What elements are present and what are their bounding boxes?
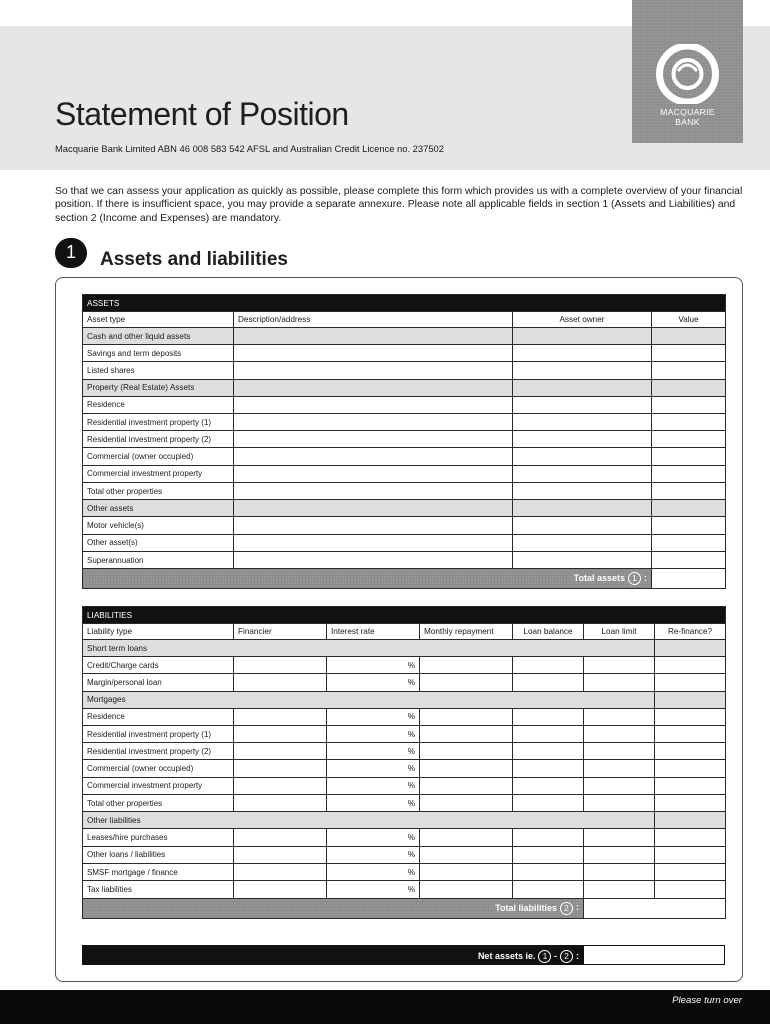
balance-field[interactable] — [513, 725, 584, 742]
interest-rate-field[interactable]: % — [327, 863, 420, 880]
limit-field[interactable] — [584, 657, 655, 674]
financier-field[interactable] — [234, 863, 327, 880]
group-other-assets: Other assets — [83, 500, 234, 517]
total-liabilities-number: 2 — [560, 902, 573, 915]
owner-field[interactable] — [513, 448, 652, 465]
col-monthly-repayment: Monthly repayment — [420, 624, 513, 640]
table-row — [83, 362, 726, 379]
limit-field[interactable] — [584, 674, 655, 691]
desc-field[interactable] — [234, 448, 513, 465]
row-label: Tax liabilities — [83, 881, 234, 898]
desc-field[interactable] — [234, 396, 513, 413]
table-row — [83, 760, 726, 777]
monthly-field[interactable] — [420, 881, 513, 898]
row-label: Residential investment property (1) — [83, 413, 234, 430]
monthly-field[interactable] — [420, 760, 513, 777]
row-label: Other asset(s) — [83, 534, 234, 551]
table-row — [83, 517, 726, 534]
group-property: Property (Real Estate) Assets — [83, 379, 234, 396]
owner-field[interactable] — [513, 517, 652, 534]
col-value: Value — [652, 312, 726, 328]
value-field[interactable] — [652, 483, 726, 500]
row-label: Residential investment property (2) — [83, 431, 234, 448]
row-label: Commercial investment property — [83, 465, 234, 482]
net-assets-text: Net assets ie. — [477, 951, 536, 961]
interest-rate-field[interactable]: % — [327, 777, 420, 794]
row-label: Commercial investment property — [83, 777, 234, 794]
monthly-field[interactable] — [420, 777, 513, 794]
group-other-liabilities: Other liabilities — [83, 812, 655, 829]
group-mortgages: Mortgages — [83, 691, 655, 708]
balance-field[interactable] — [513, 795, 584, 812]
total-liabilities-text: Total liabilities — [495, 902, 557, 913]
owner-field[interactable] — [513, 413, 652, 430]
table-row — [83, 551, 726, 568]
owner-field[interactable] — [513, 362, 652, 379]
table-row — [83, 743, 726, 760]
row-label: Commercial (owner occupied) — [83, 448, 234, 465]
row-label: Total other properties — [83, 483, 234, 500]
table-row — [83, 396, 726, 413]
table-row — [83, 448, 726, 465]
table-row — [83, 413, 726, 430]
financier-field[interactable] — [234, 795, 327, 812]
interest-rate-field[interactable]: % — [327, 743, 420, 760]
row-label: Listed shares — [83, 362, 234, 379]
financier-field[interactable] — [234, 777, 327, 794]
col-loan-limit: Loan limit — [584, 624, 655, 640]
logo-word-macquarie: MACQUARIE — [660, 107, 715, 117]
refinance-field[interactable] — [655, 725, 726, 742]
col-asset-type: Asset type — [83, 312, 234, 328]
interest-rate-field[interactable]: % — [327, 708, 420, 725]
monthly-field[interactable] — [420, 743, 513, 760]
refinance-field[interactable] — [655, 777, 726, 794]
col-interest-rate: Interest rate — [327, 624, 420, 640]
desc-field[interactable] — [234, 413, 513, 430]
value-field[interactable] — [652, 448, 726, 465]
refinance-field[interactable] — [655, 846, 726, 863]
desc-field[interactable] — [234, 534, 513, 551]
row-label: Other loans / liabilities — [83, 846, 234, 863]
monthly-field[interactable] — [420, 846, 513, 863]
desc-field[interactable] — [234, 362, 513, 379]
row-label: Residential investment property (1) — [83, 725, 234, 742]
refinance-field[interactable] — [655, 743, 726, 760]
col-refinance: Re-finance? — [655, 624, 726, 640]
value-field[interactable] — [652, 396, 726, 413]
value-field[interactable] — [652, 517, 726, 534]
value-field[interactable] — [652, 362, 726, 379]
interest-rate-field[interactable]: % — [327, 846, 420, 863]
net-assets-field[interactable] — [584, 946, 724, 964]
desc-field[interactable] — [234, 483, 513, 500]
balance-field[interactable] — [513, 708, 584, 725]
assets-heading: ASSETS — [83, 295, 726, 312]
desc-field[interactable] — [234, 465, 513, 482]
monthly-field[interactable] — [420, 657, 513, 674]
row-label: Leases/hire purchases — [83, 829, 234, 846]
refinance-field[interactable] — [655, 795, 726, 812]
limit-field[interactable] — [584, 795, 655, 812]
row-label: Residential investment property (2) — [83, 743, 234, 760]
monthly-field[interactable] — [420, 829, 513, 846]
row-label: Total other properties — [83, 795, 234, 812]
table-row — [83, 725, 726, 742]
owner-field[interactable] — [513, 431, 652, 448]
please-turn-over: Please turn over — [672, 995, 742, 1006]
financier-field[interactable] — [234, 725, 327, 742]
limit-field[interactable] — [584, 881, 655, 898]
value-field[interactable] — [652, 551, 726, 568]
row-label: Savings and term deposits — [83, 345, 234, 362]
net-assets-number-1: 1 — [538, 950, 551, 963]
refinance-field[interactable] — [655, 863, 726, 880]
balance-field[interactable] — [513, 846, 584, 863]
owner-field[interactable] — [513, 465, 652, 482]
licence-text: Macquarie Bank Limited ABN 46 008 583 542 AFSL and Australian Credit Licence no. 237502 — [55, 143, 444, 154]
financier-field[interactable] — [234, 829, 327, 846]
balance-field[interactable] — [513, 777, 584, 794]
section-title: Assets and liabilities — [100, 249, 288, 270]
refinance-field[interactable] — [655, 829, 726, 846]
owner-field[interactable] — [513, 534, 652, 551]
total-liabilities-field[interactable] — [584, 898, 726, 918]
desc-field[interactable] — [234, 345, 513, 362]
value-field[interactable] — [652, 413, 726, 430]
balance-field[interactable] — [513, 657, 584, 674]
limit-field[interactable] — [584, 708, 655, 725]
row-label: Motor vehicle(s) — [83, 517, 234, 534]
assets-table — [82, 294, 726, 589]
table-row — [83, 881, 726, 898]
col-asset-owner: Asset owner — [513, 312, 652, 328]
net-assets-minus: - — [554, 951, 557, 961]
table-row — [83, 846, 726, 863]
limit-field[interactable] — [584, 829, 655, 846]
value-field[interactable] — [652, 534, 726, 551]
col-liability-type: Liability type — [83, 624, 234, 640]
total-assets-field[interactable] — [652, 569, 726, 589]
owner-field[interactable] — [513, 551, 652, 568]
value-field[interactable] — [652, 345, 726, 362]
owner-field[interactable] — [513, 396, 652, 413]
row-label: Commercial (owner occupied) — [83, 760, 234, 777]
page-title: Statement of Position — [55, 96, 349, 132]
owner-field[interactable] — [513, 345, 652, 362]
monthly-field[interactable] — [420, 795, 513, 812]
desc-field[interactable] — [234, 431, 513, 448]
desc-field[interactable] — [234, 517, 513, 534]
monthly-field[interactable] — [420, 863, 513, 880]
limit-field[interactable] — [584, 725, 655, 742]
table-row — [83, 431, 726, 448]
refinance-field[interactable] — [655, 881, 726, 898]
interest-rate-field[interactable]: % — [327, 881, 420, 898]
row-label: Residence — [83, 708, 234, 725]
footer-bar — [0, 990, 770, 1024]
financier-field[interactable] — [234, 846, 327, 863]
financier-field[interactable] — [234, 881, 327, 898]
financier-field[interactable] — [234, 760, 327, 777]
net-assets-number-2: 2 — [560, 950, 573, 963]
interest-rate-field[interactable]: % — [327, 725, 420, 742]
table-row — [83, 465, 726, 482]
table-row — [83, 829, 726, 846]
row-label: Superannuation — [83, 551, 234, 568]
value-field[interactable] — [652, 431, 726, 448]
refinance-field[interactable] — [655, 708, 726, 725]
limit-field[interactable] — [584, 743, 655, 760]
section-number-badge: 1 — [55, 238, 87, 268]
refinance-field[interactable] — [655, 657, 726, 674]
interest-rate-field[interactable]: % — [327, 760, 420, 777]
group-cash: Cash and other liquid assets — [83, 328, 234, 345]
table-row — [83, 674, 726, 691]
group-short-term-loans: Short term loans — [83, 640, 655, 657]
refinance-field[interactable] — [655, 760, 726, 777]
table-row — [83, 863, 726, 880]
value-field[interactable] — [652, 465, 726, 482]
col-description: Description/address — [234, 312, 513, 328]
net-assets-bar — [82, 945, 725, 965]
balance-field[interactable] — [513, 743, 584, 760]
table-row — [83, 777, 726, 794]
logo-word-bank: BANK — [675, 117, 700, 127]
interest-rate-field[interactable]: % — [327, 657, 420, 674]
monthly-field[interactable] — [420, 708, 513, 725]
net-assets-label: Net assets ie. 1 - 2 : — [477, 951, 579, 962]
owner-field[interactable] — [513, 483, 652, 500]
balance-field[interactable] — [513, 863, 584, 880]
table-row — [83, 708, 726, 725]
table-row — [83, 795, 726, 812]
total-liabilities-label: Total liabilities 2 : — [83, 898, 584, 918]
interest-rate-field[interactable]: % — [327, 674, 420, 691]
interest-rate-field[interactable]: % — [327, 795, 420, 812]
limit-field[interactable] — [584, 777, 655, 794]
monthly-field[interactable] — [420, 725, 513, 742]
col-financier: Financier — [234, 624, 327, 640]
row-label: Residence — [83, 396, 234, 413]
intro-paragraph: So that we can assess your application as quickly as possible, please complete this form which provides us with a complete overview of your financial position. If there is insufficient space, you may provide a separate annexure. Please note all applicable fields in section 1 (Assets and Liabilities) and section 2 (Income and Expenses) are mandatory. — [55, 186, 743, 224]
table-row — [83, 345, 726, 362]
refinance-field[interactable] — [655, 674, 726, 691]
row-label: Credit/Charge cards — [83, 657, 234, 674]
table-row — [83, 657, 726, 674]
liabilities-table — [82, 606, 726, 919]
desc-field[interactable] — [234, 551, 513, 568]
total-assets-label: Total assets 1 : — [83, 569, 652, 589]
table-row — [83, 483, 726, 500]
macquarie-logo — [632, 0, 743, 143]
row-label: SMSF mortgage / finance — [83, 863, 234, 880]
financier-field[interactable] — [234, 743, 327, 760]
balance-field[interactable] — [513, 674, 584, 691]
limit-field[interactable] — [584, 846, 655, 863]
macquarie-logo-icon — [650, 44, 725, 104]
financier-field[interactable] — [234, 674, 327, 691]
financier-field[interactable] — [234, 708, 327, 725]
balance-field[interactable] — [513, 829, 584, 846]
balance-field[interactable] — [513, 760, 584, 777]
balance-field[interactable] — [513, 881, 584, 898]
limit-field[interactable] — [584, 863, 655, 880]
limit-field[interactable] — [584, 760, 655, 777]
financier-field[interactable] — [234, 657, 327, 674]
interest-rate-field[interactable]: % — [327, 829, 420, 846]
row-label: Margin/personal loan — [83, 674, 234, 691]
monthly-field[interactable] — [420, 674, 513, 691]
liabilities-heading: LIABILITIES — [83, 607, 726, 624]
table-row — [83, 534, 726, 551]
total-assets-text: Total assets — [573, 573, 625, 584]
col-loan-balance: Loan balance — [513, 624, 584, 640]
total-assets-number: 1 — [628, 572, 641, 585]
